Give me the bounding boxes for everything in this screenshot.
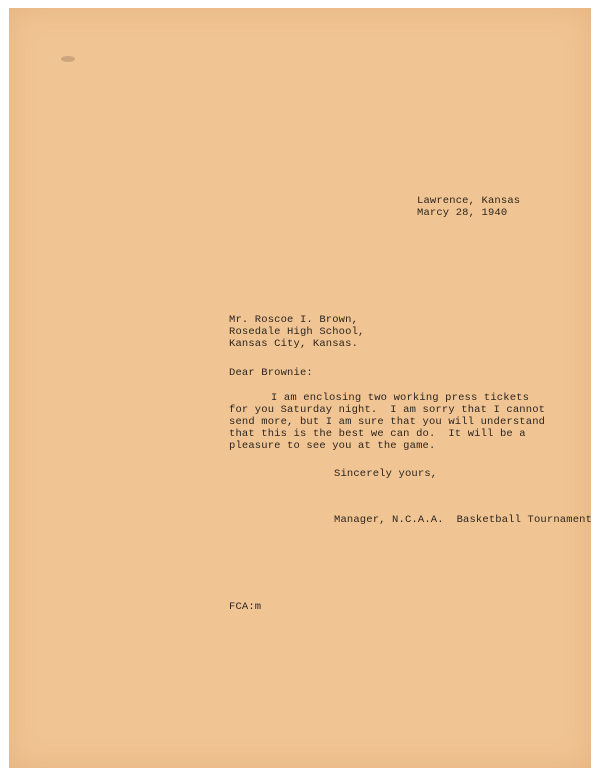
- body-line: that this is the best we can do. It will be a: [229, 428, 526, 440]
- letter-page: [9, 8, 591, 768]
- salutation: Dear Brownie:: [229, 367, 313, 379]
- signature-title: Manager, N.C.A.A. Basketball Tournament: [334, 514, 593, 526]
- body-line: pleasure to see you at the game.: [229, 440, 436, 452]
- paper-smudge: [61, 56, 75, 62]
- closing: Sincerely yours,: [334, 468, 438, 480]
- recipient-name: Mr. Roscoe I. Brown,: [229, 314, 359, 326]
- letter-date: Marcy 28, 1940: [417, 207, 508, 219]
- typist-initials: FCA:m: [229, 601, 262, 613]
- letter-place: Lawrence, Kansas: [417, 195, 521, 207]
- recipient-school: Rosedale High School,: [229, 326, 365, 338]
- body-line: for you Saturday night. I am sorry that I cannot: [229, 404, 546, 416]
- recipient-city: Kansas City, Kansas.: [229, 338, 359, 350]
- body-line: I am enclosing two working press tickets: [271, 392, 530, 404]
- body-line: send more, but I am sure that you will understand: [229, 416, 546, 428]
